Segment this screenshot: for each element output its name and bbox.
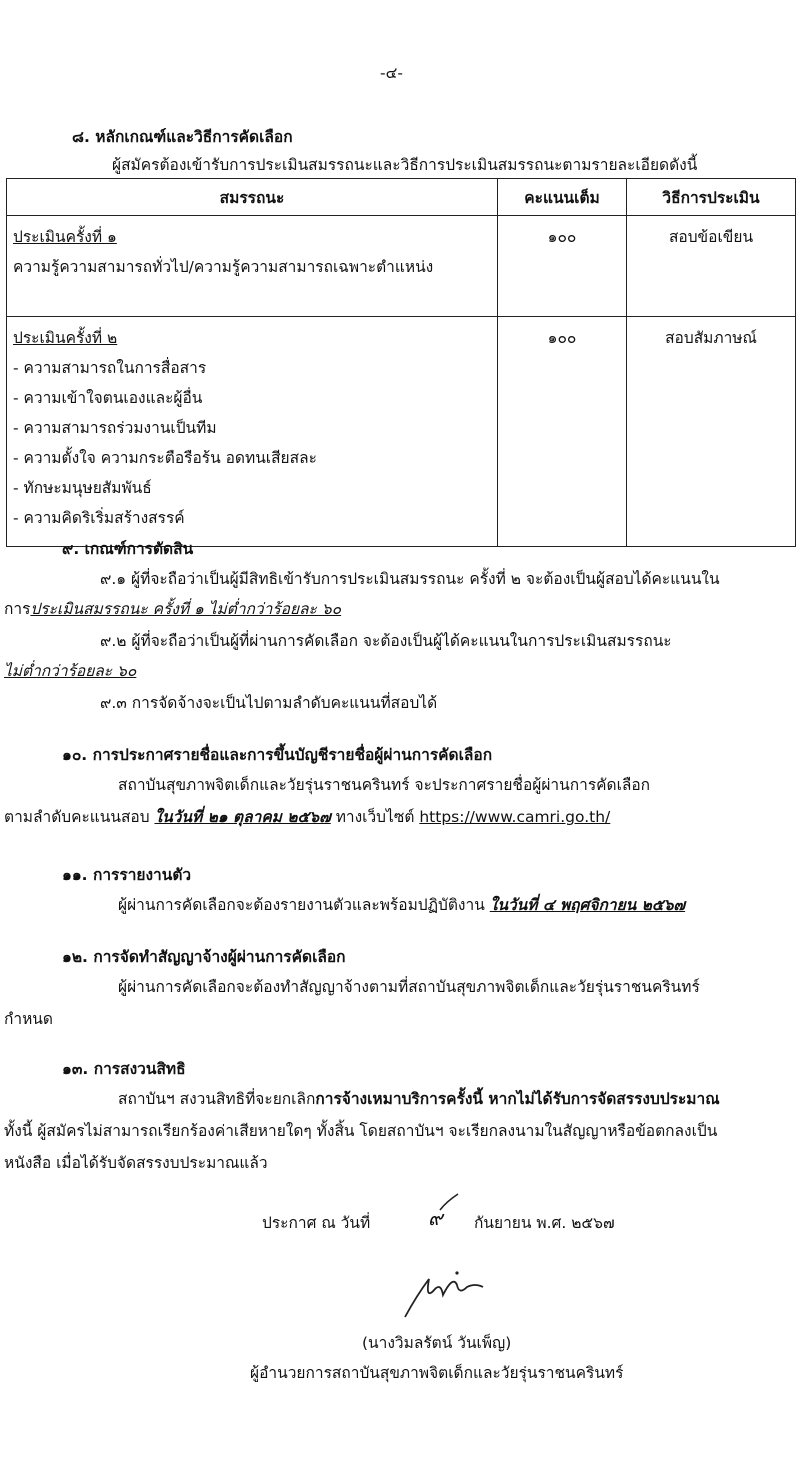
score-value: ๑๐๐ <box>547 228 577 246</box>
competency-item: - ทักษะมนุษยสัมพันธ์ <box>13 479 152 497</box>
method-cell <box>627 317 796 547</box>
section13-emphasis: การจ้างเหมาบริการครั้งนี้ หากไม่ได้รับการจัดสรรงบประมาณ <box>315 1090 720 1108</box>
section10-line1: สถาบันสุขภาพจิตเด็กและวัยรุ่นราชนครินทร์ จะประกาศรายชื่อผู้ผ่านการคัดเลือก <box>118 776 651 794</box>
section10-line2 <box>4 804 610 829</box>
section8-intro: ผู้สมัครต้องเข้ารับการประเมินสมรรถนะและวิธีการประเมินสมรรถนะตามรายละเอียดดังนี้ <box>112 156 698 174</box>
round-title: ประเมินครั้งที่ ๑ <box>13 228 117 246</box>
section10-prefix: ตามลำดับคะแนนสอบ <box>4 808 150 826</box>
section11-date: ในวันที่ ๔ พฤศจิกายน ๒๕๖๗ <box>489 896 686 914</box>
announce-date-prefix: ประกาศ ณ วันที่ <box>262 1214 371 1232</box>
section11-heading: ๑๑. การรายงานตัว <box>62 866 192 884</box>
header-full-score: คะแนนเต็ม <box>498 179 627 216</box>
score-value: ๑๐๐ <box>547 329 577 347</box>
competency-cell <box>7 216 498 317</box>
section9-p2-line1: ๙.๒ ผู้ที่จะถือว่าเป็นผู้ที่ผ่านการคัดเลือก จะต้องเป็นผู้ได้คะแนนในการประเมินสมรรถนะ <box>100 632 672 650</box>
section10-mid: ทางเว็บไซต์ <box>335 808 415 826</box>
section11-line <box>118 892 685 917</box>
section9-p1-line1: ๙.๑ ผู้ที่จะถือว่าเป็นผู้มีสิทธิเข้ารับการประเมินสมรรถนะ ครั้งที่ ๒ จะต้องเป็นผู้สอบได้คะแนนใน <box>100 570 720 588</box>
score-cell <box>498 216 627 317</box>
header-competency: สมรรถนะ <box>7 179 498 216</box>
competency-item: - ความสามารถในการสื่อสาร <box>13 359 207 377</box>
section13-prefix: สถาบันฯ สงวนสิทธิที่จะยกเลิก <box>118 1090 316 1108</box>
page-number: -๔- <box>380 64 403 82</box>
table-row <box>7 317 796 547</box>
section13-line3: หนังสือ เมื่อได้รับจัดสรรงบประมาณแล้ว <box>4 1154 268 1172</box>
section13-line1 <box>118 1086 720 1111</box>
section9-p1-line2 <box>4 596 341 621</box>
signer-title: ผู้อำนวยการสถาบันสุขภาพจิตเด็กและวัยรุ่นราชนครินทร์ <box>250 1364 624 1382</box>
section12-line2: กำหนด <box>4 1010 53 1028</box>
section12-heading: ๑๒. การจัดทำสัญญาจ้างผู้ผ่านการคัดเลือก <box>62 948 346 966</box>
signer-name: (นางวิมลรัตน์ วันเพ็ญ) <box>362 1334 512 1352</box>
competency-item: - ความตั้งใจ ความกระตือรือร้น อดทนเสียสละ <box>13 449 317 467</box>
table-row <box>7 216 796 317</box>
competency-item: - ความคิดริเริ่มสร้างสรรค์ <box>13 509 185 527</box>
competency-item: ความรู้ความสามารถทั่วไป/ความรู้ความสามารถเฉพาะตำแหน่ง <box>13 258 434 276</box>
section11-prefix: ผู้ผ่านการคัดเลือกจะต้องรายงานตัวและพร้อมปฏิบัติงาน <box>118 896 485 914</box>
section9-p1-emphasis: ประเมินสมรรถนะ ครั้งที่ ๑ ไม่ต่ำกว่าร้อยละ ๖๐ <box>30 600 342 618</box>
handwritten-tick-icon <box>438 1192 460 1216</box>
section10-date: ในวันที่ ๒๑ ตุลาคม ๒๕๖๗ <box>154 808 331 826</box>
section13-line2: ทั้งนี้ ผู้สมัครไม่สามารถเรียกร้องค่าเสียหายใดๆ ทั้งสิ้น โดยสถาบันฯ จะเรียกลงนามในสัญญาหรือข้อตกลงเป็น <box>4 1122 718 1140</box>
method-value: สอบข้อเขียน <box>668 228 754 246</box>
website-link[interactable]: https://www.camri.go.th/ <box>419 808 611 826</box>
competency-item: - ความเข้าใจตนเองและผู้อื่น <box>13 389 203 407</box>
competency-cell <box>7 317 498 547</box>
section13-heading: ๑๓. การสงวนสิทธิ <box>62 1060 186 1078</box>
section9-p2-emphasis: ไม่ต่ำกว่าร้อยละ ๖๐ <box>4 662 137 680</box>
announce-date-suffix: กันยายน พ.ศ. ๒๕๖๗ <box>474 1214 615 1232</box>
method-cell <box>627 216 796 317</box>
section9-p1-prefix: การ <box>4 600 31 618</box>
header-method: วิธีการประเมิน <box>627 179 796 216</box>
score-cell <box>498 317 627 547</box>
signature-icon <box>395 1265 495 1325</box>
round-title: ประเมินครั้งที่ ๒ <box>13 329 118 347</box>
section8-heading: ๘. หลักเกณฑ์และวิธีการคัดเลือก <box>72 128 293 146</box>
table-header-row <box>7 179 796 216</box>
section9-heading: ๙. เกณฑ์การตัดสิน <box>62 540 194 558</box>
section12-line1: ผู้ผ่านการคัดเลือกจะต้องทำสัญญาจ้างตามที่สถาบันสุขภาพจิตเด็กและวัยรุ่นราชนครินทร์ <box>118 978 700 996</box>
competency-table <box>6 178 796 547</box>
section9-p3: ๙.๓ การจัดจ้างจะเป็นไปตามลำดับคะแนนที่สอบได้ <box>100 694 438 712</box>
section10-heading: ๑๐. การประกาศรายชื่อและการขึ้นบัญชีรายชื่อผู้ผ่านการคัดเลือก <box>62 746 493 764</box>
competency-item: - ความสามารถร่วมงานเป็นทีม <box>13 419 217 437</box>
method-value: สอบสัมภาษณ์ <box>665 329 757 347</box>
handwritten-day: ๙ <box>428 1206 443 1230</box>
